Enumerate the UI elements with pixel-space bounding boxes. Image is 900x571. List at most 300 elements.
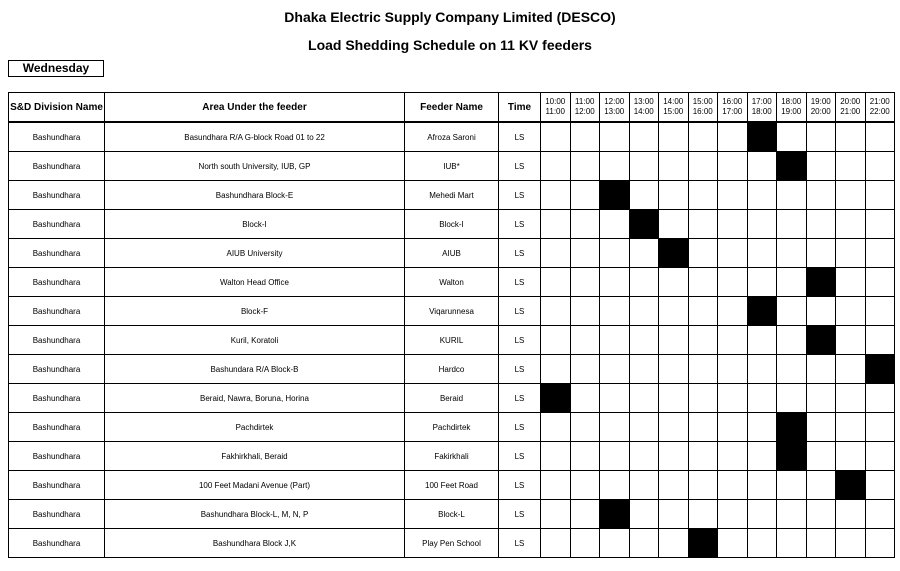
slot-end: 20:00 [810,107,831,116]
time-cell: LS [499,355,541,384]
slot-cell [570,355,600,384]
slot-start: 12:00 [604,97,625,106]
slot-start: 20:00 [840,97,861,106]
slot-header [629,93,659,123]
slot-cell [688,122,718,152]
slot-cell [806,152,836,181]
slot-cell [541,529,571,558]
company-title: Dhaka Electric Supply Company Limited (DESCO) [284,9,616,25]
slot-cell [629,529,659,558]
slot-cell [659,268,689,297]
slot-cell [747,500,777,529]
feeder-cell: Pachdirtek [405,413,499,442]
table-row [9,500,895,529]
slot-header [718,93,748,123]
slot-cell [747,442,777,471]
division-cell: Bashundhara [9,210,105,239]
slot-end: 22:00 [869,107,890,116]
slot-cell [688,152,718,181]
shed-slot-cell [836,471,866,500]
slot-cell [836,355,866,384]
slot-cell [659,210,689,239]
slot-cell [836,210,866,239]
slot-cell [600,239,630,268]
slot-cell [777,355,807,384]
slot-cell [747,384,777,413]
area-cell: Block-I [105,210,405,239]
shed-slot-cell [777,152,807,181]
slot-cell [747,326,777,355]
division-cell: Bashundhara [9,268,105,297]
slot-start: 19:00 [810,97,831,106]
area-cell: Basundhara R/A G-block Road 01 to 22 [105,122,405,152]
slot-cell [688,471,718,500]
slot-cell [541,355,571,384]
slot-end: 16:00 [692,107,713,116]
slot-cell [806,471,836,500]
slot-cell [600,355,630,384]
slot-cell [747,529,777,558]
slot-cell [688,268,718,297]
slot-cell [777,210,807,239]
slot-cell [659,442,689,471]
slot-cell [541,210,571,239]
slot-cell [777,384,807,413]
slot-cell [836,297,866,326]
division-cell: Bashundhara [9,239,105,268]
slot-cell [718,413,748,442]
schedule-body [9,122,895,558]
slot-cell [600,384,630,413]
slot-cell [777,471,807,500]
slot-cell [806,297,836,326]
slot-header [777,93,807,123]
slot-cell [806,210,836,239]
slot-cell [777,268,807,297]
area-cell: Fakhirkhali, Beraid [105,442,405,471]
slot-cell [600,268,630,297]
division-cell: Bashundhara [9,442,105,471]
slot-cell [629,355,659,384]
feeder-cell: Afroza Saroni [405,122,499,152]
division-cell: Bashundhara [9,326,105,355]
slot-cell [747,471,777,500]
shed-slot-cell [865,355,895,384]
slot-header [806,93,836,123]
slot-end: 19:00 [781,107,802,116]
slot-cell [865,384,895,413]
slot-end: 17:00 [722,107,743,116]
col-header-division: S&D Division Name [9,93,105,123]
slot-header [747,93,777,123]
slot-cell [865,152,895,181]
slot-cell [629,326,659,355]
slot-start: 16:00 [722,97,743,106]
slot-cell [865,297,895,326]
slot-cell [718,384,748,413]
slot-cell [688,181,718,210]
slot-cell [600,326,630,355]
slot-cell [570,500,600,529]
slot-cell [629,268,659,297]
slot-cell [865,326,895,355]
slot-cell [629,471,659,500]
table-row [9,268,895,297]
time-cell: LS [499,210,541,239]
schedule-title: Load Shedding Schedule on 11 KV feeders [308,37,592,53]
slot-header [541,93,571,123]
time-cell: LS [499,297,541,326]
time-cell: LS [499,268,541,297]
slot-start: 18:00 [781,97,802,106]
slot-cell [659,152,689,181]
header-row [9,93,895,123]
slot-cell [865,500,895,529]
shed-slot-cell [629,210,659,239]
division-cell: Bashundhara [9,471,105,500]
slot-cell [806,384,836,413]
shed-slot-cell [747,297,777,326]
slot-cell [718,529,748,558]
slot-cell [718,297,748,326]
slot-cell [541,442,571,471]
slot-cell [688,239,718,268]
division-cell: Bashundhara [9,355,105,384]
slot-cell [836,152,866,181]
slot-cell [570,297,600,326]
slot-cell [600,122,630,152]
slot-cell [718,122,748,152]
feeder-cell: Block-I [405,210,499,239]
slot-cell [688,442,718,471]
shed-slot-cell [659,239,689,268]
slot-cell [747,268,777,297]
col-header-area: Area Under the feeder [105,93,405,123]
slot-cell [600,152,630,181]
slot-cell [659,500,689,529]
table-row [9,122,895,152]
slot-cell [777,500,807,529]
slot-cell [570,413,600,442]
slot-cell [777,297,807,326]
slot-start: 21:00 [869,97,890,106]
col-header-feeder: Feeder Name [405,93,499,123]
slot-start: 15:00 [692,97,713,106]
slot-cell [865,471,895,500]
slot-cell [629,500,659,529]
slot-cell [777,181,807,210]
schedule-table [8,92,895,558]
slot-cell [718,355,748,384]
slot-cell [570,442,600,471]
slot-header [570,93,600,123]
slot-end: 12:00 [574,107,595,116]
slot-cell [836,181,866,210]
slot-cell [718,152,748,181]
slot-cell [718,268,748,297]
shed-slot-cell [688,529,718,558]
area-cell: Walton Head Office [105,268,405,297]
slot-cell [600,442,630,471]
table-row [9,413,895,442]
slot-end: 11:00 [545,107,565,116]
slot-cell [570,326,600,355]
slot-cell [688,384,718,413]
slot-start: 11:00 [575,97,595,106]
division-cell: Bashundhara [9,181,105,210]
slot-cell [541,500,571,529]
slot-cell [570,268,600,297]
slot-header [600,93,630,123]
slot-cell [541,413,571,442]
slot-cell [865,210,895,239]
slot-cell [600,297,630,326]
feeder-cell: KURIL [405,326,499,355]
area-cell: North south University, IUB, GP [105,152,405,181]
slot-cell [629,239,659,268]
area-cell: 100 Feet Madani Avenue (Part) [105,471,405,500]
slot-cell [600,210,630,239]
division-cell: Bashundhara [9,384,105,413]
slot-cell [718,239,748,268]
shed-slot-cell [747,122,777,152]
slot-cell [600,471,630,500]
slot-cell [777,239,807,268]
slot-cell [806,181,836,210]
slot-cell [541,297,571,326]
time-cell: LS [499,471,541,500]
feeder-cell: 100 Feet Road [405,471,499,500]
area-cell: Bashundara R/A Block-B [105,355,405,384]
table-row [9,297,895,326]
slot-end: 13:00 [604,107,625,116]
slot-cell [777,122,807,152]
slot-cell [718,442,748,471]
slot-cell [600,413,630,442]
slot-cell [806,442,836,471]
slot-cell [659,355,689,384]
table-row [9,239,895,268]
division-cell: Bashundhara [9,122,105,152]
day-label: Wednesday [8,60,104,77]
area-cell: Pachdirtek [105,413,405,442]
slot-cell [570,471,600,500]
area-cell: Kuril, Koratoli [105,326,405,355]
slot-cell [629,122,659,152]
time-cell: LS [499,122,541,152]
slot-cell [806,413,836,442]
shed-slot-cell [806,326,836,355]
feeder-cell: Block-L [405,500,499,529]
slot-header [659,93,689,123]
slot-cell [541,122,571,152]
time-cell: LS [499,500,541,529]
slot-cell [865,181,895,210]
shed-slot-cell [541,384,571,413]
slot-cell [718,471,748,500]
col-header-time: Time [499,93,541,123]
time-cell: LS [499,529,541,558]
division-cell: Bashundhara [9,152,105,181]
table-row [9,181,895,210]
slot-cell [570,384,600,413]
feeder-cell: IUB* [405,152,499,181]
slot-cell [600,529,630,558]
slot-cell [659,529,689,558]
area-cell: AIUB University [105,239,405,268]
time-cell: LS [499,413,541,442]
table-row [9,442,895,471]
shed-slot-cell [777,442,807,471]
slot-cell [659,471,689,500]
table-row [9,326,895,355]
division-cell: Bashundhara [9,529,105,558]
slot-start: 14:00 [663,97,684,106]
area-cell: Bashundhara Block J,K [105,529,405,558]
slot-cell [836,122,866,152]
slot-end: 15:00 [663,107,684,116]
slot-cell [718,181,748,210]
slot-cell [747,210,777,239]
slot-end: 14:00 [633,107,654,116]
slot-cell [570,122,600,152]
feeder-cell: Beraid [405,384,499,413]
slot-start: 13:00 [633,97,654,106]
slot-cell [541,326,571,355]
slot-cell [570,181,600,210]
area-cell: Bashundhara Block-E [105,181,405,210]
slot-cell [836,442,866,471]
slot-cell [718,326,748,355]
slot-cell [659,384,689,413]
slot-cell [659,326,689,355]
time-cell: LS [499,152,541,181]
area-cell: Beraid, Nawra, Boruna, Horina [105,384,405,413]
slot-cell [541,152,571,181]
table-row [9,471,895,500]
slot-cell [629,413,659,442]
slot-cell [836,268,866,297]
slot-cell [806,529,836,558]
time-cell: LS [499,326,541,355]
slot-cell [865,239,895,268]
slot-cell [806,239,836,268]
slot-end: 18:00 [751,107,772,116]
slot-cell [747,152,777,181]
feeder-cell: Play Pen School [405,529,499,558]
slot-cell [865,413,895,442]
slot-cell [836,413,866,442]
table-row [9,152,895,181]
slot-cell [688,326,718,355]
feeder-cell: Mehedi Mart [405,181,499,210]
slot-start: 17:00 [751,97,772,106]
slot-cell [806,122,836,152]
slot-cell [806,355,836,384]
slot-cell [747,181,777,210]
shed-slot-cell [600,181,630,210]
time-cell: LS [499,181,541,210]
slot-cell [688,297,718,326]
slot-cell [747,239,777,268]
slot-cell [659,181,689,210]
area-cell: Block-F [105,297,405,326]
feeder-cell: Walton [405,268,499,297]
table-row [9,355,895,384]
shed-slot-cell [777,413,807,442]
slot-cell [659,413,689,442]
slot-cell [541,239,571,268]
slot-cell [865,442,895,471]
slot-cell [629,384,659,413]
slot-cell [570,239,600,268]
table-row [9,210,895,239]
slot-cell [777,326,807,355]
slot-cell [629,152,659,181]
slot-start: 10:00 [545,97,566,106]
slot-cell [836,500,866,529]
slot-cell [570,210,600,239]
slot-cell [659,297,689,326]
slot-cell [659,122,689,152]
slot-cell [865,268,895,297]
slot-cell [688,210,718,239]
slot-header [688,93,718,123]
division-cell: Bashundhara [9,413,105,442]
feeder-cell: AIUB [405,239,499,268]
slot-cell [777,529,807,558]
slot-cell [836,384,866,413]
slot-cell [688,355,718,384]
slot-cell [629,181,659,210]
feeder-cell: Fakirkhali [405,442,499,471]
slot-cell [688,413,718,442]
slot-cell [747,413,777,442]
slot-cell [747,355,777,384]
slot-cell [570,529,600,558]
slot-cell [688,500,718,529]
slot-end: 21:00 [840,107,861,116]
slot-cell [865,122,895,152]
slot-cell [570,152,600,181]
slot-header [865,93,895,123]
slot-cell [836,239,866,268]
time-cell: LS [499,239,541,268]
slot-cell [836,529,866,558]
slot-header [836,93,866,123]
slot-cell [718,500,748,529]
slot-cell [541,268,571,297]
slot-cell [865,529,895,558]
area-cell: Bashundhara Block-L, M, N, P [105,500,405,529]
slot-cell [541,471,571,500]
slot-cell [718,210,748,239]
feeder-cell: Viqarunnesa [405,297,499,326]
division-cell: Bashundhara [9,297,105,326]
feeder-cell: Hardco [405,355,499,384]
shed-slot-cell [806,268,836,297]
slot-cell [629,297,659,326]
time-cell: LS [499,384,541,413]
division-cell: Bashundhara [9,500,105,529]
slot-cell [806,500,836,529]
time-cell: LS [499,442,541,471]
table-row [9,384,895,413]
table-row [9,529,895,558]
shed-slot-cell [600,500,630,529]
slot-cell [836,326,866,355]
slot-cell [629,442,659,471]
